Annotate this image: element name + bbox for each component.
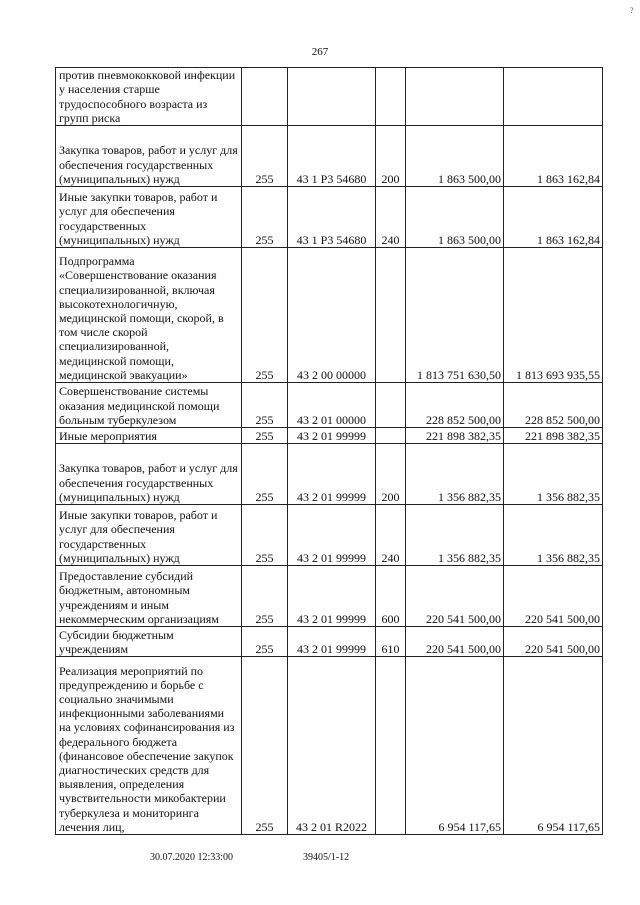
row-sum2 xyxy=(504,68,603,126)
row-ved: 255 xyxy=(242,444,288,505)
row-vr: 240 xyxy=(376,187,406,248)
row-vr xyxy=(376,428,406,444)
page-number: 267 xyxy=(311,46,329,58)
row-sum2: 220 541 500,00 xyxy=(504,566,603,627)
row-sum1 xyxy=(406,68,504,126)
row-vr xyxy=(376,248,406,383)
row-csr: 43 2 01 R2022 xyxy=(288,657,376,835)
row-sum2: 1 356 882,35 xyxy=(504,444,603,505)
row-sum1: 220 541 500,00 xyxy=(406,627,504,657)
row-vr: 200 xyxy=(376,126,406,187)
row-ved: 255 xyxy=(242,428,288,444)
row-csr: 43 2 01 99999 xyxy=(288,566,376,627)
row-ved: 255 xyxy=(242,505,288,566)
row-name: Предоставление субсидий бюджетным, автономным учреждениям и иным некоммерческим организациям xyxy=(56,566,242,627)
budget-table xyxy=(55,67,603,835)
row-vr: 600 xyxy=(376,566,406,627)
row-sum2: 1 356 882,35 xyxy=(504,505,603,566)
row-sum2: 221 898 382,35 xyxy=(504,428,603,444)
row-ved: 255 xyxy=(242,566,288,627)
row-sum2: 1 863 162,84 xyxy=(504,126,603,187)
row-csr: 43 1 P3 54680 xyxy=(288,187,376,248)
table-row xyxy=(56,505,603,566)
corner-mark: ? xyxy=(630,6,634,15)
row-sum1: 1 356 882,35 xyxy=(406,505,504,566)
row-ved: 255 xyxy=(242,627,288,657)
table-row xyxy=(56,383,603,428)
row-name: Субсидии бюджетным учреждениям xyxy=(56,627,242,657)
footer-doc-number: 39405/1-12 xyxy=(303,852,350,863)
row-name: Иные закупки товаров, работ и услуг для обеспечения государственных (муниципальных) нужд xyxy=(56,187,242,248)
row-csr: 43 2 01 00000 xyxy=(288,383,376,428)
row-csr: 43 2 00 00000 xyxy=(288,248,376,383)
row-vr xyxy=(376,68,406,126)
row-vr: 610 xyxy=(376,627,406,657)
table-row xyxy=(56,68,603,126)
row-csr: 43 2 01 99999 xyxy=(288,428,376,444)
row-name: Иные закупки товаров, работ и услуг для обеспечения государственных (муниципальных) нужд xyxy=(56,505,242,566)
table-row xyxy=(56,627,603,657)
row-name: Закупка товаров, работ и услуг для обеспечения государственных (муниципальных) нужд xyxy=(56,444,242,505)
row-csr: 43 1 P3 54680 xyxy=(288,126,376,187)
row-ved: 255 xyxy=(242,248,288,383)
row-sum1: 228 852 500,00 xyxy=(406,383,504,428)
row-sum1: 1 863 500,00 xyxy=(406,126,504,187)
row-ved: 255 xyxy=(242,657,288,835)
row-sum1: 1 813 751 630,50 xyxy=(406,248,504,383)
table-row xyxy=(56,248,603,383)
row-sum2: 1 863 162,84 xyxy=(504,187,603,248)
row-sum2: 220 541 500,00 xyxy=(504,627,603,657)
row-sum1: 1 863 500,00 xyxy=(406,187,504,248)
table-row xyxy=(56,444,603,505)
row-csr: 43 2 01 99999 xyxy=(288,505,376,566)
row-name: Закупка товаров, работ и услуг для обеспечения государственных (муниципальных) нужд xyxy=(56,126,242,187)
table-row xyxy=(56,657,603,835)
row-sum1: 221 898 382,35 xyxy=(406,428,504,444)
row-ved: 255 xyxy=(242,126,288,187)
row-name: Иные мероприятия xyxy=(56,428,242,444)
row-vr xyxy=(376,657,406,835)
row-name: Совершенствование системы оказания медицинской помощи больным туберкулезом xyxy=(56,383,242,428)
table-row xyxy=(56,126,603,187)
row-name: Реализация мероприятий по предупреждению и борьбе с социально значимыми инфекционными заболеваниями на условиях софинансирования из федерального бюджета (финансовое обеспечение закупок диагностических средств для выявления, определения чувствительности микобактерии туберкулеза и мониторинга лечения лиц, xyxy=(56,657,242,835)
row-ved: 255 xyxy=(242,187,288,248)
row-vr: 200 xyxy=(376,444,406,505)
row-vr: 240 xyxy=(376,505,406,566)
footer-timestamp: 30.07.2020 12:33:00 xyxy=(150,852,234,863)
row-ved: 255 xyxy=(242,383,288,428)
row-vr xyxy=(376,383,406,428)
row-sum1: 1 356 882,35 xyxy=(406,444,504,505)
row-ved xyxy=(242,68,288,126)
row-name: против пневмококковой инфекции у населения старше трудоспособного возраста из групп риска xyxy=(56,68,242,126)
table-row xyxy=(56,428,603,444)
row-sum2: 228 852 500,00 xyxy=(504,383,603,428)
table-row xyxy=(56,566,603,627)
row-sum1: 220 541 500,00 xyxy=(406,566,504,627)
row-name: Подпрограмма «Совершенствование оказания специализированной, включая высокотехнологичную, медицинской помощи, скорой, в том числе скорой специализированной, медицинской помощи, медицинской эвакуации» xyxy=(56,248,242,383)
row-sum1: 6 954 117,65 xyxy=(406,657,504,835)
row-csr: 43 2 01 99999 xyxy=(288,444,376,505)
row-csr xyxy=(288,68,376,126)
table-row xyxy=(56,187,603,248)
row-sum2: 1 813 693 935,55 xyxy=(504,248,603,383)
row-sum2: 6 954 117,65 xyxy=(504,657,603,835)
row-csr: 43 2 01 99999 xyxy=(288,627,376,657)
